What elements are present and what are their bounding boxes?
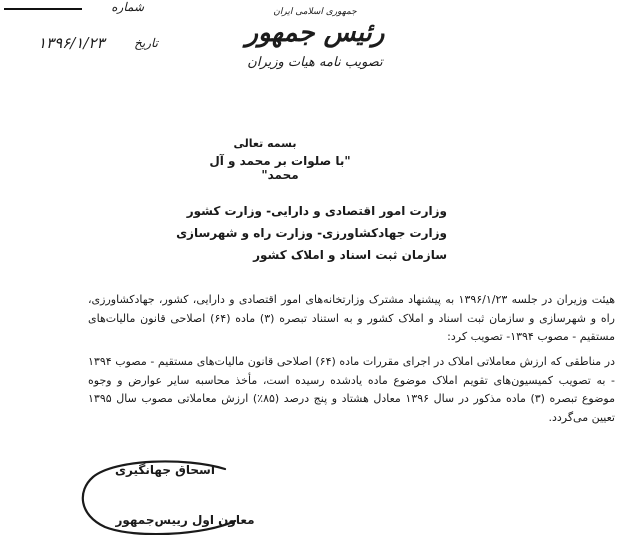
bismillah: بسمه تعالی: [233, 137, 297, 150]
letter-number-redaction: [4, 0, 82, 10]
signatory-title: معاون اول رییس‌جمهور: [115, 513, 255, 527]
letter-number: [4, 0, 144, 14]
recipients-list: [176, 200, 447, 266]
recipient-line: وزارت جهادکشاورزی- وزارت راه و شهرسازی: [176, 226, 447, 240]
body-paragraph-2: در مناطقی که ارزش معاملاتی املاک در اجرای مقررات ماده (۶۴) اصلاحی قانون مالیات‌های مستقیم - مصوب ۱۳۹۴ - به تصویب کمیسیون‌های تقویم املاک موضوع ماده یادشده رسیده است، مأخذ محاسبه سایر عوارض و وجوه موضوع تبصره (۳) ماده مذکور در سال ۱۳۹۶ معادل هشتاد و پنج درصد (۸۵٪) ارزش معاملاتی مصوب سال ۱۳۹۵ تعیین می‌گردد.: [88, 355, 616, 424]
body-paragraph-1: هیئت وزیران در جلسه ۱۳۹۶/۱/۲۳ به پیشنهاد مشترک وزارتخانه‌های امور اقتصادی و دارایی، کشور، جهادکشاورزی، راه و شهرسازی و سازمان ثبت اسناد و املاک کشور و به استناد تبصره (۳) ماده (۶۴) اصلاحی قانون مالیات‌های مستقیم - مصوب ۱۳۹۴- تصویب کرد:: [88, 293, 615, 343]
letterhead-president: رئیس جمهور: [245, 18, 385, 48]
letterhead-subtitle: تصویب نامه هیات وزیران: [247, 55, 383, 70]
letter-date-value: ۱۳۹۶/۱/۲۳: [38, 34, 105, 52]
letter-date: [38, 36, 158, 54]
letter-date-label: تاریخ: [134, 36, 158, 50]
recipient-line: وزارت امور اقتصادی و دارایی- وزارت کشور: [186, 204, 447, 218]
letter-number-label: شماره: [111, 0, 144, 14]
signatory-name: اسحاق جهانگیری: [115, 463, 215, 477]
salawat: "با صلوات بر محمد و آل محمد": [209, 154, 351, 182]
letterhead: [240, 6, 390, 74]
recipient-line: سازمان ثبت اسناد و املاک کشور: [253, 248, 447, 262]
letterhead-republic: جمهوری اسلامی ایران: [273, 7, 357, 17]
